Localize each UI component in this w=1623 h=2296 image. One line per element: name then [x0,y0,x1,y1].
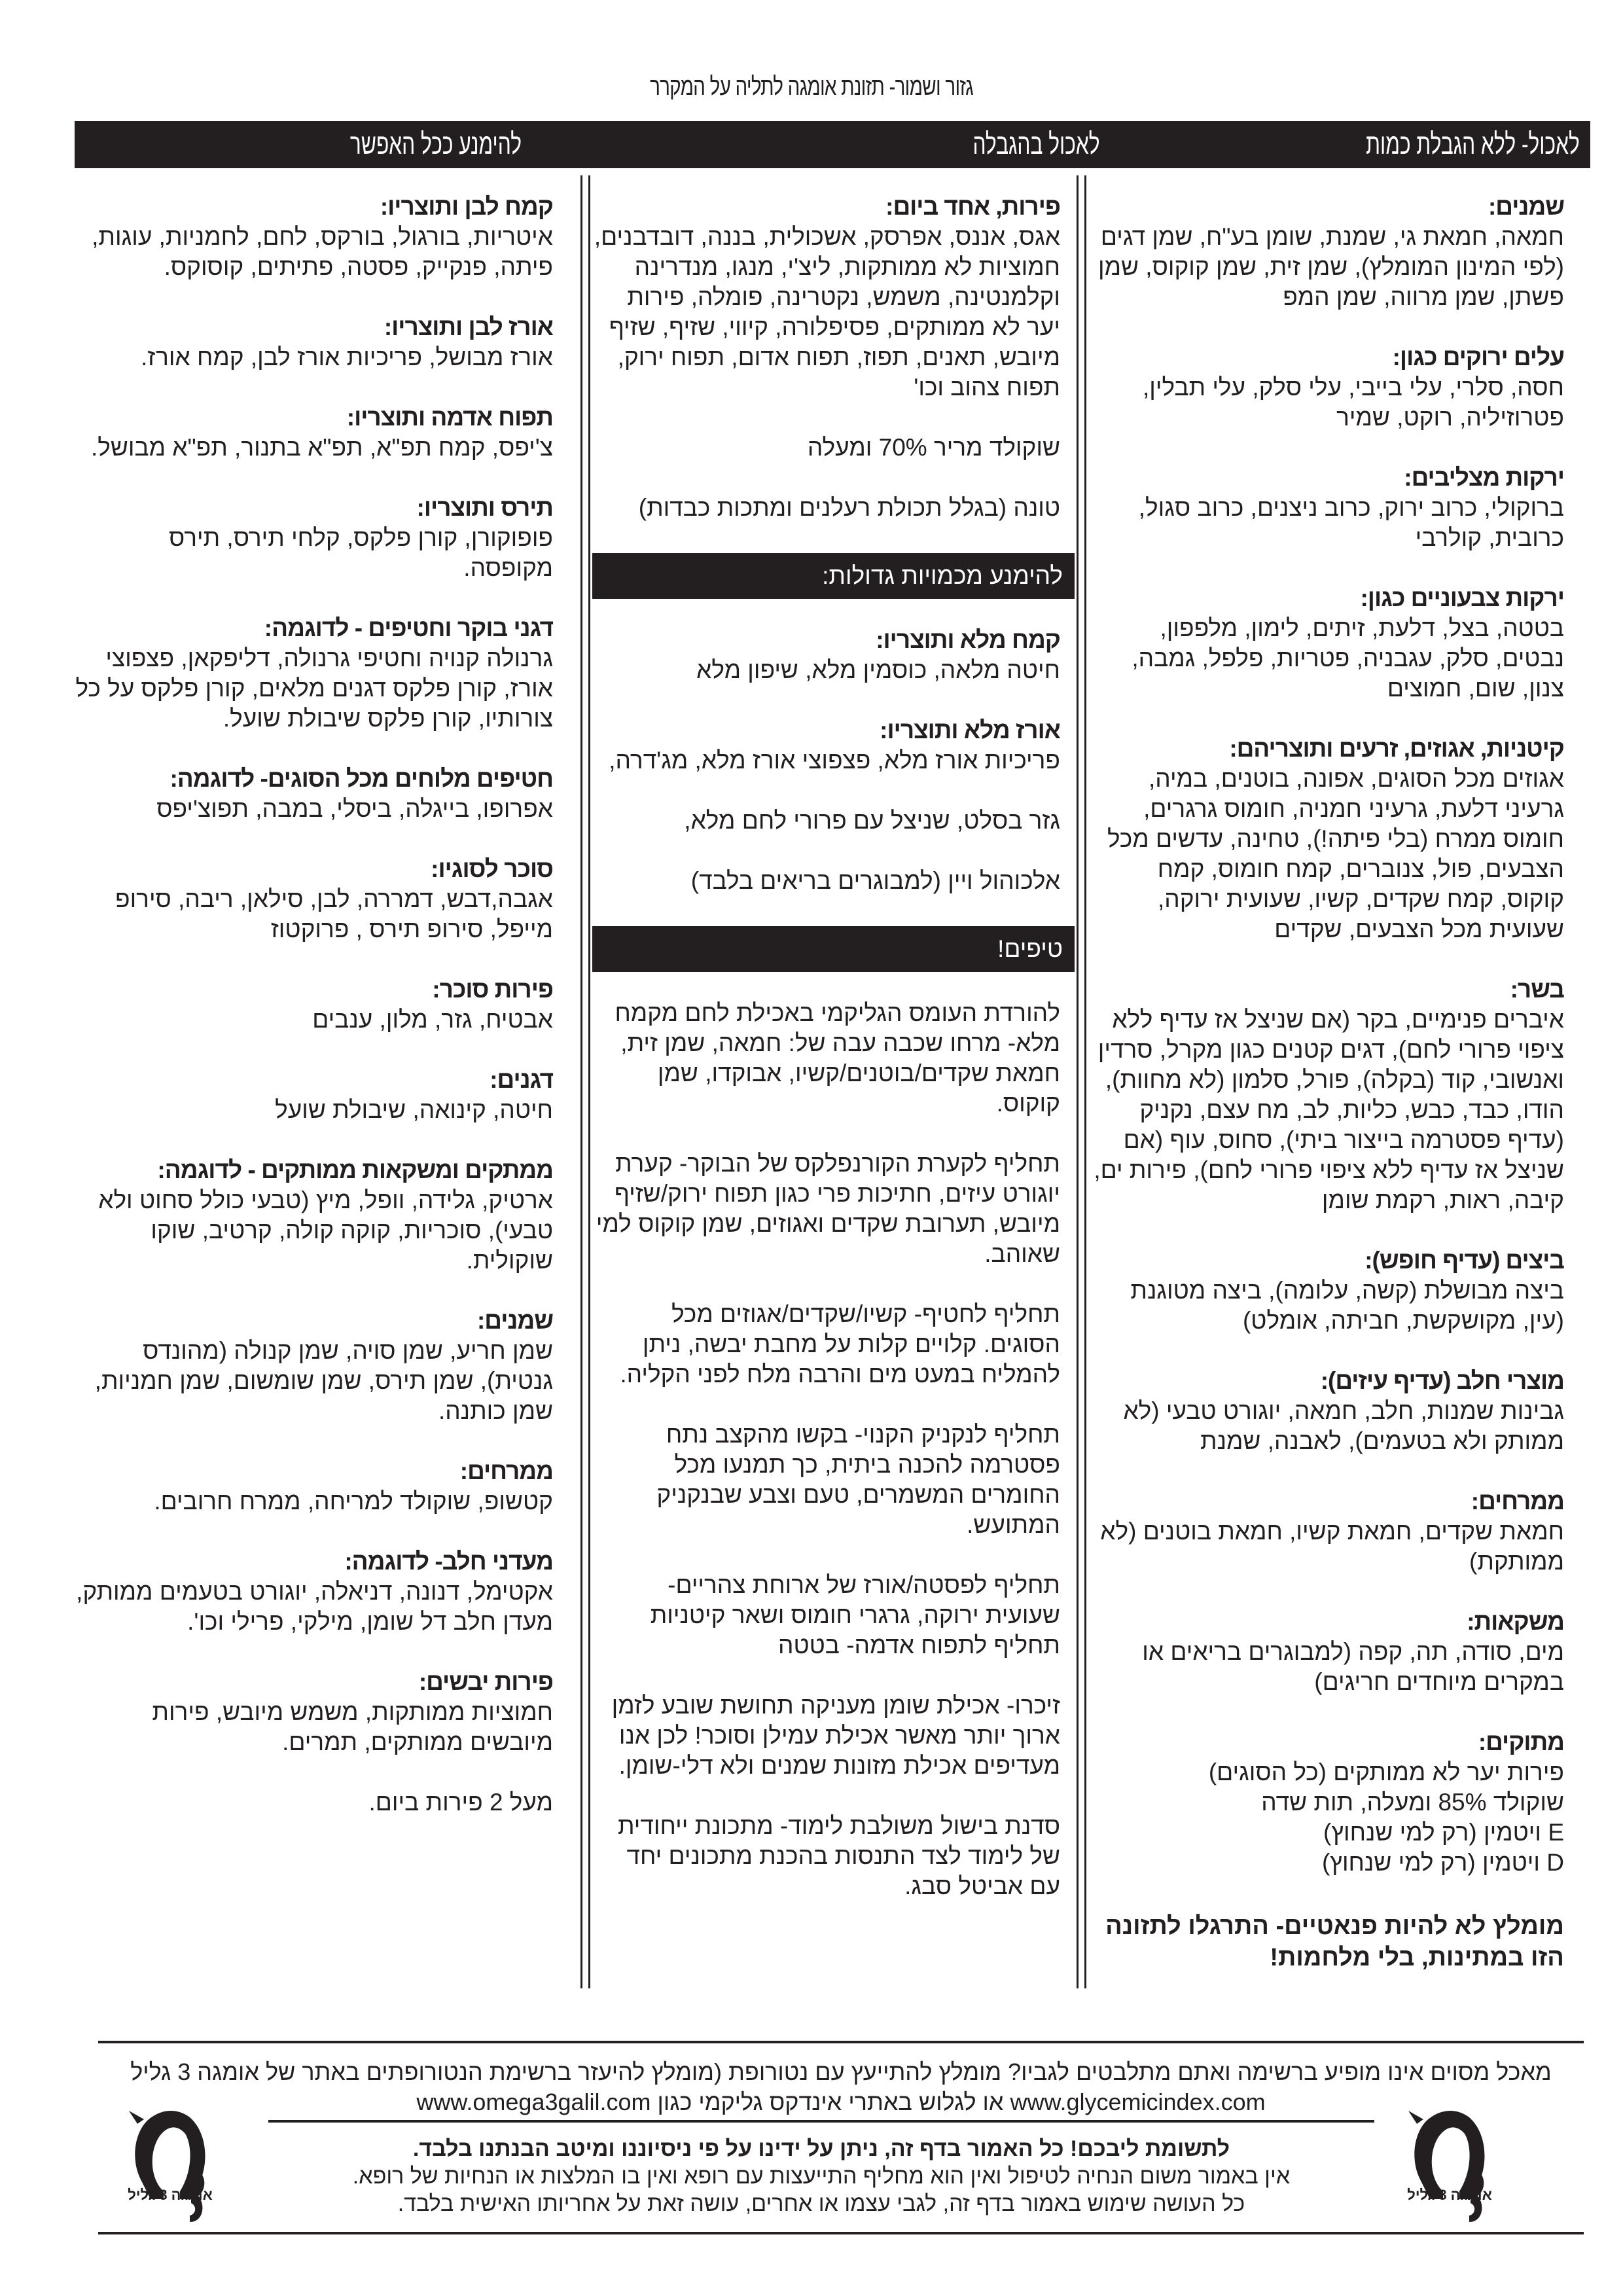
section-colorful-veg [1090,583,1564,704]
section-spreads [1090,1486,1564,1577]
section-eggs [1090,1246,1564,1336]
section-body: ברוקולי, כרוב ירוק, כרוב ניצנים, כרוב סגול, כרובית, קולרבי [1138,494,1564,551]
section-bad-oils [75,1306,553,1426]
section-body: קטשופ, שוקולד למריחה, ממרח חרובים. [154,1488,553,1515]
section-title: מעדני חלב- לדוגמה: [344,1548,553,1575]
section-line: פירות יער לא ממותקים (כל הסוגים) [1208,1759,1564,1785]
section-title: מתוקים: [1478,1729,1564,1755]
section-body: פריכיות אורז מלא, פצפוצי אורז מלא, מג'דרה, [609,747,1060,774]
subheader-avoid-large-amounts: להימנע מכמויות גדולות: [592,553,1075,599]
section-drinks [1090,1607,1564,1697]
logo-caption: אומגה 3 גליל [128,2187,213,2203]
disclaimer-heading: לתשומת ליבכם! כל האמור בדף זה, ניתן על ידינו על פי ניסיוננו ומיטב הבנתנו בלבד. [412,2136,1230,2161]
item-fruit-limit: מעל 2 פירות ביום. [368,1789,553,1816]
section-body: בטטה, בצל, דלעת, זיתים, לימון, מלפפון, נבטים, סלק, עגבניה, פטריות, פלפל, גמבה, צנון, שום, חמוצים [1132,615,1564,702]
tip-item: תחליף לפסטה/אורז של ארוחת צהריים- שעועית ירוקה, גרגרי חומוס ושאר קיטניות תחליף לתפוח אדמה- בטטה [650,1571,1060,1659]
item-alcohol: אלכוהול ויין (למבוגרים בריאים בלבד) [690,867,1060,894]
section-title: בשר: [1510,976,1564,1003]
section-whole-flour [592,625,1060,685]
section-body: אגוזים מכל הסוגים, אפונה, בוטנים, במיה, גרעיני דלעת, גרעיני חמניה, חומוס גרגרים, חומוס ממרח (בלי פיתה!), טחינה, עדשים מכל הצבעים, פול, צנוברים, קמח חומוס, קמח קוקוס, קמח שקדים, קשיו, שעועית ירוקה, שעועית מכל הצבעים, שקדים [1107,765,1564,942]
tip-item: זיכרו- אכילת שומן מעניקה תחושת שובע לזמן ארוך יותר מאשר אכילת עמילן וסוכר! לכן אנו מעדיפים אכילת מזונות שמנים ולא דלי-שומן. [611,1692,1060,1779]
page-title: גזור ושמור- תזונת אומגה לתליה על המקרר [650,73,973,101]
footer-note [98,2057,1584,2117]
section-body: אפרופו, בייגלה, ביסלי, במבה, תפוצ'יפס [156,795,553,822]
section-body: חמאת שקדים, חמאת קשיו, חמאת בוטנים (לא ממותקת) [1100,1518,1564,1575]
column-avoid [75,175,582,2008]
section-body: חמוציות ממותקות, משמש מיובש, פירות מיובשים ממותקים, תמרים. [152,1698,553,1755]
section-title: קמח מלא ותוצריו: [876,626,1060,653]
section-title: ממתקים ומשקאות ממותקים - לדוגמה: [157,1157,553,1183]
section-body: אגבה,דבש, דמררה, לבן, סילאן, ריבה, סירופ מייפל, סירופ תירס , פרוקטוז [115,886,553,942]
header-avoid: להימנע ככל האפשר [350,128,522,160]
disclaimer-line: כל העושה שימוש באמור בדף זה, לגבי עצמו או אחרים, עושה זאת על אחריותו האישית בלבד. [397,2191,1245,2216]
section-fruits [592,192,1060,403]
tip-item: תחליף לחטיף- קשיו/שקדים/אגוזים מכל הסוגים. קלויים קלות על מחבת יבשה, ניתן להמליח במעט מים והרבה מלח לפני הקליה. [620,1300,1060,1388]
footer-links-line: www.glycemicindex.com או לגלוש באתרי אינדקס גליקמי כגון www.omega3galil.com [416,2089,1266,2115]
footer-divider [98,2232,1584,2234]
column-divider [1084,175,1086,1988]
section-title: קיטניות, אגוזים, זרעים ותוצריהם: [1229,735,1564,762]
section-dairy [1090,1366,1564,1456]
section-body: חמאה, חמאת גי, שמנת, שומן בע"ח, שמן דגים (לפי המינון המומלץ), שמן זית, שמן קוקוס, שמן פשתן, שמן מרווה, שמן המפ [1097,223,1564,310]
omega3-logo [1407,2108,1492,2229]
section-title: שמנים: [476,1307,553,1334]
section-dried-fruits [75,1667,553,1757]
section-body: גרנולה קנויה וחטיפי גרנולה, דליפקאן, פצפוצי אורז, קורן פלקס דגנים מלאים, קורן פלקס על כל צורותיו, קורן פלקס שיבולת שועל. [75,645,553,732]
section-body: איברים פנימיים, בקר (אם שניצל אז עדיף ללא ציפוי פרורי לחם), דגים קטנים כגון מקרל, סרדין ואנשובי, קוד (בקלה), פורל, סלמון (לא מחוות), הודו, כבד, כבש, כליות, לב, מח עצם, נקניק (עדיף פסטרמה בייצור ביתי), סחוס, עוף (אם שניצל אז עדיף ללא ציפוי פרורי לחם), פירות ים, קיבה, ראות, רקמת שומן [1094,1006,1564,1213]
item-dark-chocolate: שוקולד מריר 70% ומעלה [807,434,1060,461]
header-eat-limited: לאכול בהגבלה [972,128,1100,160]
section-body: חיטה, קינואה, שיבולת שועל [275,1096,553,1123]
tip-item: תחליף לקערת הקורנפלקס של הבוקר- קערת יוגורט עיזים, חתיכות פרי כגון תפוח ירוק/שזיף מיובש, תערובת שקדים ואגוזים, שמן קוקוס למי שאוהב. [596,1150,1060,1267]
footer-disclaimer [268,2135,1374,2217]
section-bad-spreads [75,1456,553,1516]
tip-item: תחליף לנקניק הקנוי- בקשו מהקצב נתח פסטרמה להכנה ביתית, כך תמנעו מכל החומרים המשמרים, טעם וצבע שבנקניק המתועש. [656,1421,1060,1538]
section-line: E ויטמין (רק למי שנחוץ) [1323,1819,1564,1846]
section-title: מוצרי חלב (עדיף עיזים): [1320,1367,1564,1394]
section-body: איטריות, בורגול, בורקס, לחם, לחמניות, עוגות, פיתה, פנקייק, פסטה, פתיתים, קוסוקס. [92,223,553,280]
section-title: דגנים: [490,1066,553,1093]
section-title: אורז מלא ותוצריו: [880,717,1060,744]
section-body: שמן חריע, שמן סויה, שמן קנולה (מהונדס גנטית), שמן תירס, שמן שומשום, שמן חמניות, שמן כותנה. [94,1337,553,1424]
section-brown-rice [592,715,1060,776]
section-title: ביצים (עדיף חופש): [1364,1247,1564,1274]
section-body: מים, סודה, תה, קפה (למבוגרים בריאים או במקרים מיוחדים חריגים) [1142,1638,1564,1695]
section-cereals-snacks [75,613,553,734]
section-title: תירס ותוצריו: [416,494,553,521]
section-title: חטיפים מלוחים מכל הסוגים- לדוגמה: [169,765,553,792]
section-title: קמח לבן ותוצריו: [380,193,553,220]
section-body: פופוקורן, קורן פלקס, קלחי תירס, תירס מקופסה. [169,524,553,581]
section-leafy-greens [1090,342,1564,433]
section-title: ממרחים: [459,1458,553,1484]
section-sweets-drinks [75,1155,553,1276]
section-white-flour [75,192,553,282]
section-body: אקטימל, דנונה, דניאלה, יוגורט בטעמים ממותק, מעדן חלב דל שומן, מילקי, פרילי וכו'. [76,1578,553,1635]
section-title: תפוח אדמה ותוצריו: [346,404,553,431]
closing-note: מומלץ לא להיות פנאטיים- התרגלו לתזונה הזו במתינות, בלי מלחמות! [1105,1912,1564,1971]
header-eat-unlimited: לאכול- ללא הגבלת כמות [1366,128,1580,160]
section-title: אורז לבן ותוצריו: [383,314,553,340]
logo-caption: אומגה 3 גליל [1407,2187,1492,2203]
footer-note-line: מאכל מסוים אינו מופיע ברשימה ואתם מתלבטים לגביו? מומלץ להתייעץ עם נטורופת (מומלץ להיעזר ברשימת הנטורופתים באתר של אומגה 3 גליל [130,2058,1552,2085]
item-carrot-schnitzel: גזר בסלט, שניצל עם פרורי לחם מלא, [684,807,1060,834]
section-body: גבינות שמנות, חלב, חמאה, יוגורט טבעי (לא ממותק ולא בטעמים), לאבנה, שמנת [1123,1397,1564,1454]
section-sugar [75,854,553,944]
section-body: ביצה מבושלת (קשה, עלומה), ביצה מטוגנת (עין, מקושקשת, חביתה, אומלט) [1130,1277,1564,1334]
section-title: ירקות צבעוניים כגון: [1360,584,1564,611]
section-title: ירקות מצליבים: [1404,464,1564,491]
section-body: חיטה מלאה, כוסמין מלא, שיפון מלא [696,656,1060,683]
section-title: פירות, אחד ביום: [885,193,1060,220]
item-tuna: טונה (בגלל תכולת רעלנים ומתכות כבדות) [638,494,1060,521]
footer-divider [98,2041,1584,2043]
section-body: אורז מבושל, פריכיות אורז לבן, קמח אורז. [141,344,553,370]
section-oils [1090,192,1564,312]
column-eat-limited [592,175,1080,2008]
section-title: פירות סוכר: [432,976,553,1003]
section-title: סוכר לסוגיו: [431,855,553,882]
tip-item: סדנת בישול משולבת לימוד- מתכונת ייחודית של לימוד לצד התנסות בהכנת מתכונים יחד עם אביטל סבג. [617,1812,1060,1899]
section-meat [1090,975,1564,1215]
section-salty-snacks [75,764,553,824]
column-divider [588,175,590,1988]
column-eat-unlimited [1090,175,1590,2008]
section-line: D ויטמין (רק למי שנחוץ) [1321,1849,1564,1876]
section-sugar-fruits [75,975,553,1035]
section-title: שמנים: [1488,193,1564,220]
section-sweets [1090,1727,1564,1878]
section-title: ממרחים: [1471,1488,1564,1515]
section-title: עלים ירוקים כגון: [1392,344,1564,370]
section-body: אבטיח, גזר, מלון, ענבים [312,1006,553,1033]
section-body: צ'יפס, קמח תפ"א, תפ"א בתנור, תפ"א מבושל. [90,434,553,461]
section-dairy-desserts [75,1547,553,1637]
omega-fish-icon [128,2108,213,2229]
section-grains [75,1065,553,1125]
subheader-tips: טיפים! [592,926,1075,972]
section-title: משקאות: [1467,1608,1564,1635]
section-body: חסה, סלרי, עלי בייבי, עלי סלק, עלי תבלין, פטרוזיליה, רוקט, שמיר [1142,374,1564,431]
section-body: אגס, אננס, אפרסק, אשכולית, בננה, דובדבנים, חמוציות לא ממותקות, ליצ'י, מנגו, מנדרינה וקלמנטינה, משמש, נקטרינה, פומלה, פירות יער לא ממותקים, פסיפלורה, קיווי, שזיף, שזיף מיובש, תאנים, תפוז, תפוח אדום, תפוח ירוק, תפוח צהוב וכו' [594,223,1060,401]
section-potato [75,403,553,463]
disclaimer-line: אין באמור משום הנחיה לטיפול ואין הוא מחליף התייעצות עם רופא ואין בו המלצות או הנחיות של רופא. [352,2164,1291,2189]
section-cruciferous [1090,463,1564,553]
section-title: דגני בוקר וחטיפים - לדוגמה: [264,615,553,641]
footer-divider [268,2120,1374,2123]
section-legumes-nuts [1090,734,1564,944]
tip-item: להורדת העומס הגליקמי באכילת לחם מקמח מלא- מרחו שכבה עבה של: חמאה, שמן זית, חמאת שקדים/בוטנים/קשיו, אבוקדו, שמן קוקוס. [615,999,1060,1117]
omega-fish-icon [1407,2108,1492,2229]
section-body: ארטיק, גלידה, וופל, מיץ (טבעי כולל סחוט ולא טבעי), סוכריות, קוקה קולה, קרטיב, שוקו שוקולית. [98,1187,553,1274]
section-white-rice [75,312,553,372]
column-header-bar [75,121,1590,168]
section-corn [75,493,553,583]
section-title: פירות יבשים: [418,1668,553,1695]
omega3-logo [128,2108,213,2229]
columns-container [75,175,1590,2047]
section-line: שוקולד 85% ומעלה, תות שדה [1261,1789,1564,1816]
